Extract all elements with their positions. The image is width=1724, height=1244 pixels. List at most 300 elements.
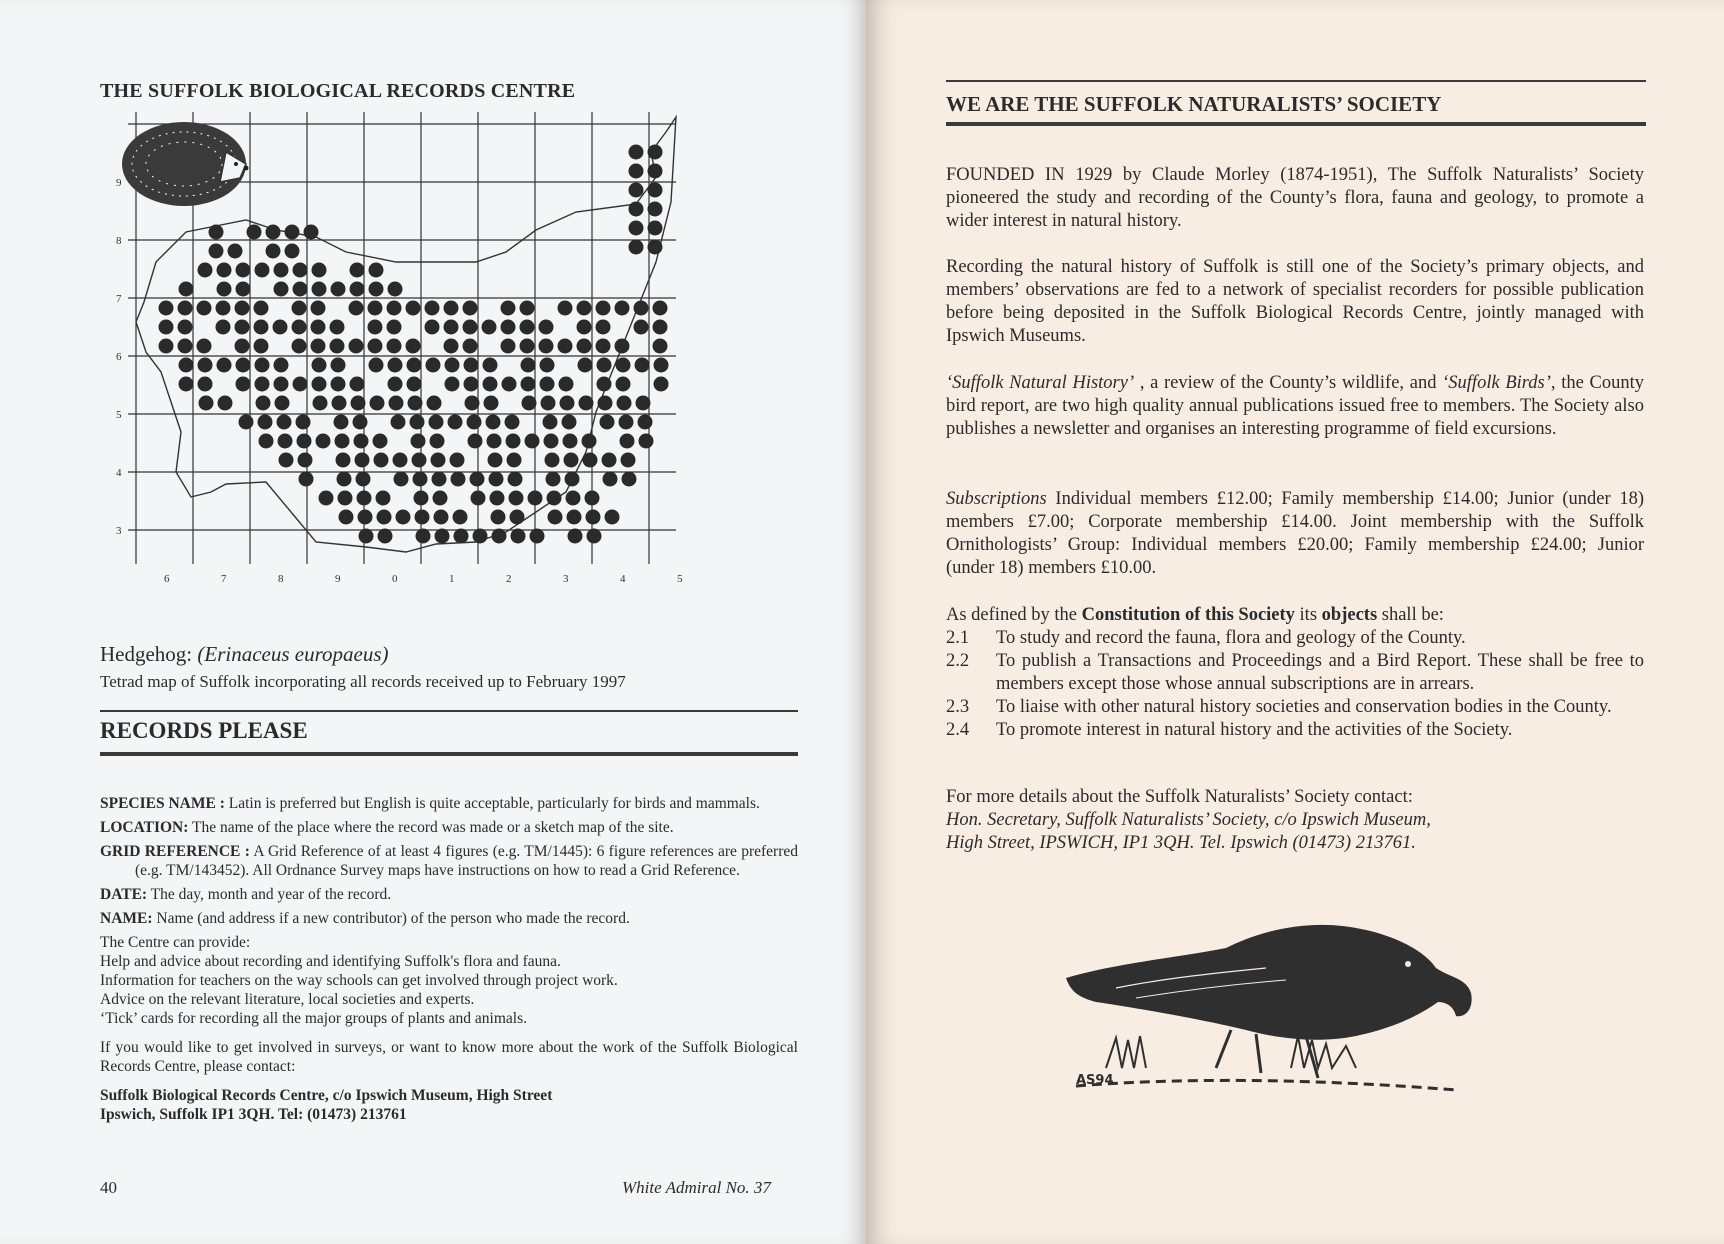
record-dot [577,339,592,354]
record-dot [274,263,289,278]
tetrad-map-svg [116,112,776,642]
record-dot [408,396,423,411]
record-dot [259,434,274,449]
map-y-tick: 3 [116,525,122,537]
map-caption [100,642,389,667]
contact-secretary: Hon. Secretary, Suffolk Naturalists’ Society, c/o Ipswich Museum, [946,810,1431,830]
record-dot [368,339,383,354]
record-dot [435,529,450,544]
record-dot [629,145,644,160]
record-dot [600,415,615,430]
record-dot [654,358,669,373]
record-dot [217,263,232,278]
record-dot [579,396,594,411]
record-dot [359,529,374,544]
record-dot [616,377,631,392]
record-dot [388,358,403,373]
tetrad-map [116,112,776,642]
record-dot [332,396,347,411]
record-dot [198,377,213,392]
record-dot [357,491,372,506]
record-dot [603,472,618,487]
record-dot [522,396,537,411]
record-dot [235,320,250,335]
provide-item: Help and advice about recording and identifying Suffolk's flora and fauna. [100,953,561,970]
record-dot [336,453,351,468]
record-dot [274,358,289,373]
record-dot [389,396,404,411]
record-dot [564,453,579,468]
record-dot [597,358,612,373]
contact-intro: For more details about the Suffolk Naturalists’ Society contact: [946,787,1413,807]
record-dot [622,472,637,487]
record-dot [255,377,270,392]
record-dot [330,339,345,354]
map-x-tick: 4 [620,573,626,585]
record-dot [274,282,289,297]
record-dot [566,491,581,506]
record-dot [339,510,354,525]
record-dot [217,282,232,297]
field-grid-reference: GRID REFERENCE : A Grid Reference of at least 4 figures (e.g. TM/1445): 6 figure references are preferred (e.g. TM/143452). All Ordnance Survey maps have instructions on how to read a Grid Reference. [100,843,799,879]
record-dot [159,301,174,316]
record-dot [602,453,617,468]
involve-text: If you would like to get involved in surveys, or want to know more about the work of the Suffolk Biological Records Centre, please contact: [100,1039,798,1075]
record-dot [489,472,504,487]
record-dot [545,453,560,468]
map-x-tick: 9 [335,573,341,585]
record-dot [488,453,503,468]
record-dot [354,434,369,449]
map-y-tick: 4 [116,467,122,479]
record-dot [311,320,326,335]
object-item: 2.3 To liaise with other natural history societies and conservation bodies in the County. [946,697,1612,717]
record-dot [509,491,524,506]
record-dot [433,491,448,506]
record-dot [635,358,650,373]
record-dot [285,244,300,259]
record-dot [520,320,535,335]
record-dot [596,301,611,316]
record-dot [653,320,668,335]
record-dot [525,434,540,449]
record-dot [312,377,327,392]
record-dot [369,358,384,373]
record-dot [454,529,469,544]
record-dot [410,415,425,430]
record-dot [634,301,649,316]
provide-item: Information for teachers on the way schools can get involved through project work. [100,972,618,989]
record-dot [350,377,365,392]
record-dot [444,339,459,354]
map-x-tick: 2 [506,573,512,585]
record-dot [486,415,501,430]
record-dot [615,339,630,354]
record-dot [634,320,649,335]
record-dot [331,282,346,297]
record-dot [568,529,583,544]
record-dot [615,301,630,316]
record-dot [544,434,559,449]
record-dot [369,282,384,297]
record-dot [387,320,402,335]
record-dot [629,164,644,179]
caption-prefix: Hedgehog: [100,642,198,666]
map-y-tick: 9 [116,177,122,189]
record-dot [520,301,535,316]
record-dot [198,358,213,373]
record-dot [311,339,326,354]
records-rule-bottom [100,752,798,756]
record-dot [629,221,644,236]
record-dot [199,396,214,411]
record-dot [465,396,480,411]
record-dot [473,529,488,544]
objects-section [946,604,1644,742]
record-dot [540,377,555,392]
record-dot [427,396,442,411]
record-dot [654,377,669,392]
record-dot [648,145,663,160]
society-rule-top [946,80,1646,82]
record-dot [197,301,212,316]
record-dot [255,263,270,278]
record-dot [353,415,368,430]
record-dot [616,358,631,373]
map-y-tick: 8 [116,235,122,247]
record-dot [541,396,556,411]
record-dot [577,301,592,316]
record-dot [547,491,562,506]
record-dot [639,434,654,449]
record-dot [338,491,353,506]
record-dot [255,358,270,373]
record-dot [451,472,466,487]
record-dot [387,339,402,354]
record-dot [629,202,644,217]
map-x-tick: 1 [449,573,455,585]
record-dot [178,339,193,354]
record-dot [377,510,392,525]
record-dot [539,320,554,335]
record-dot [411,434,426,449]
record-dot [350,282,365,297]
record-dot [216,301,231,316]
record-dot [430,434,445,449]
records-heading: RECORDS PLEASE [100,718,308,743]
record-dot [394,472,409,487]
record-dot [445,377,460,392]
record-dot [258,415,273,430]
object-item: 2.1 To study and record the fauna, flora and geology of the County. [946,628,1466,648]
record-dot [453,510,468,525]
record-dot [558,301,573,316]
record-dot [293,263,308,278]
record-dot [508,472,523,487]
record-dot [319,491,334,506]
record-dot [337,472,352,487]
record-dot [653,301,668,316]
record-dot [470,472,485,487]
record-dot [530,529,545,544]
record-dot [407,377,422,392]
record-dot [216,320,231,335]
record-dot [521,377,536,392]
record-dot [492,529,507,544]
record-dot [254,320,269,335]
record-dot [298,453,313,468]
record-dot [275,396,290,411]
record-dot [501,301,516,316]
record-dot [490,491,505,506]
map-y-labels [116,177,122,537]
field-name: NAME: Name (and address if a new contributor) of the person who made the record. [100,910,630,927]
record-dot [312,263,327,278]
provide-item: Advice on the relevant literature, local societies and experts. [100,991,475,1008]
record-dot [445,358,460,373]
map-subcaption: Tetrad map of Suffolk incorporating all records received up to February 1997 [100,672,626,691]
record-dot [559,377,574,392]
record-dot [648,183,663,198]
record-dot [598,396,613,411]
object-item: 2.4 To promote interest in natural history and the activities of the Society. [946,720,1513,740]
caption-species: (Erinaceus europaeus) [197,642,389,666]
record-dot [159,339,174,354]
record-dot [491,510,506,525]
record-dot [279,453,294,468]
artist-signature: AS94 [1076,1073,1114,1088]
record-dot [406,339,421,354]
record-dot [355,453,370,468]
record-dot [159,320,174,335]
record-dot [388,282,403,297]
record-dot [356,472,371,487]
record-dot [539,339,554,354]
record-dot [501,320,516,335]
record-dot [431,453,446,468]
record-dot [597,377,612,392]
record-dot [299,472,314,487]
raven-svg [1056,918,1496,1108]
record-dot [312,282,327,297]
record-dot [463,301,478,316]
record-dot [482,320,497,335]
record-dot [228,244,243,259]
record-dot [331,377,346,392]
record-dot [464,358,479,373]
record-dot [391,415,406,430]
record-dot [483,358,498,373]
record-dot [236,282,251,297]
field-location: LOCATION: The name of the place where the record was made or a sketch map of the site. [100,819,674,836]
records-section [100,794,798,1124]
record-dot [198,263,213,278]
record-dot [178,301,193,316]
record-dot [429,415,444,430]
objects-intro: As defined by the Constitution of this Society its objects shall be: [946,605,1444,625]
record-dot [273,320,288,335]
map-x-tick: 3 [563,573,569,585]
records-rule-top [100,710,798,712]
record-dot [629,183,644,198]
record-dot [197,339,212,354]
record-dot [562,415,577,430]
record-dot [467,415,482,430]
record-dot [373,434,388,449]
record-dot [416,529,431,544]
field-date: DATE: The day, month and year of the record. [100,886,392,903]
record-dot [236,263,251,278]
record-dot [277,415,292,430]
record-dot [247,225,262,240]
record-dot [450,453,465,468]
society-contact [946,786,1644,855]
record-dot [179,358,194,373]
record-dot [506,434,521,449]
record-dot [218,396,233,411]
para-recording: Recording the natural history of Suffolk is still one of the Society’s primary objects, and members’ observations are fed to a network of specialist recorders for possible publication before being deposited in the Suffolk Biological Records Centre, jointly managed with Ipswich Museums. [946,257,1644,346]
record-dot [368,320,383,335]
contact-address: High Street, IPSWICH, IP1 3QH. Tel. Ipswich (01473) 213761. [946,833,1416,853]
record-dot [543,415,558,430]
map-x-tick: 7 [221,573,227,585]
map-x-tick: 8 [278,573,284,585]
record-dot [471,491,486,506]
record-dot [235,339,250,354]
record-dot [653,339,668,354]
record-dot [520,339,535,354]
contact-line-2: Ipswich, Suffolk IP1 3QH. Tel: (01473) 213761 [100,1106,407,1123]
record-dot [297,434,312,449]
record-dot [179,377,194,392]
record-dot [434,510,449,525]
raven-illustration [1056,918,1496,1108]
record-dot [217,358,232,373]
record-dot [577,320,592,335]
record-dot [528,491,543,506]
record-dot [368,301,383,316]
record-dot [236,377,251,392]
record-dot [432,472,447,487]
record-dot [369,263,384,278]
record-dot [521,358,536,373]
record-dot [636,396,651,411]
record-dot [293,377,308,392]
page-number: 40 [100,1178,117,1197]
society-rule-bottom [946,122,1646,126]
record-dot [239,415,254,430]
record-dot [648,221,663,236]
record-dot [304,225,319,240]
provide-item: ‘Tick’ cards for recording all the major groups of plants and animals. [100,1010,527,1027]
record-dot [596,320,611,335]
map-x-tick: 0 [392,573,398,585]
record-dot [583,453,598,468]
record-dot [374,453,389,468]
record-dot [266,244,281,259]
record-dot [444,301,459,316]
record-dot [358,510,373,525]
record-dot [393,453,408,468]
publication-footer: White Admiral No. 37 [622,1178,771,1197]
record-dot [349,339,364,354]
record-dot [501,339,516,354]
record-dot [407,358,422,373]
record-dot [335,434,350,449]
record-dot [558,339,573,354]
map-x-tick: 5 [677,573,683,585]
hedgehog-illustration [122,122,249,206]
record-dot [620,434,635,449]
record-dot [511,529,526,544]
record-dot [605,510,620,525]
record-dot [565,472,580,487]
record-dot [464,377,479,392]
record-dot [560,396,575,411]
record-dot [426,358,441,373]
record-dot [444,320,459,335]
map-x-labels [164,573,683,585]
para-founded: FOUNDED IN 1929 by Claude Morley (1874-1951), The Suffolk Naturalists’ Society pioneered the study and recording of the County’s flora, fauna and geology, to promote a wider interest in natural history. [946,165,1644,231]
record-dot [256,396,271,411]
para-publications: ‘Suffolk Natural History’ , a review of the County’s wildlife, and ‘Suffolk Birds’, the County bird report, are two high quality annual publications issued free to members. The Society also publishes a newsletter and organises an interesting programme of field excursions. [946,373,1644,439]
map-y-tick: 6 [116,351,122,363]
record-dot [350,263,365,278]
record-dot [585,491,600,506]
record-dot [387,301,402,316]
right-page-title: WE ARE THE SUFFOLK NATURALISTS’ SOCIETY [946,92,1442,116]
record-dot [415,510,430,525]
record-dot [285,225,300,240]
record-dot [313,396,328,411]
record-dot [425,301,440,316]
record-dot [483,377,498,392]
record-dot [425,320,440,335]
record-dot [412,453,427,468]
record-dot [448,415,463,430]
record-dot [619,415,634,430]
record-dot [587,529,602,544]
record-dot [274,377,289,392]
record-dot [468,434,483,449]
record-dot [629,240,644,255]
record-dot [236,358,251,373]
record-dot [334,415,349,430]
record-dot [331,358,346,373]
record-dot [278,434,293,449]
para-subscriptions: Subscriptions Individual members £12.00; Family membership £14.00; Junior (under 18) members £7.00; Corporate membership £14.00. Joint membership with the Suffolk Ornithologists’ Group: Individual members £20.00; Family membership £24.00; Junior (under 18) members £10.00. [946,489,1644,578]
record-dot [617,396,632,411]
record-dot [596,339,611,354]
record-dot [406,301,421,316]
record-dot [266,225,281,240]
record-dot [510,510,525,525]
record-dot [388,377,403,392]
record-dot [293,282,308,297]
record-dot [578,358,593,373]
field-species: SPECIES NAME : Latin is preferred but English is quite acceptable, particularly for birds and mammals. [100,795,760,812]
provide-intro: The Centre can provide: [100,934,251,951]
record-dot [648,202,663,217]
record-dot [582,434,597,449]
record-dot [292,339,307,354]
record-dot [179,282,194,297]
record-dot [376,491,391,506]
record-dot [487,434,502,449]
record-dot [292,301,307,316]
record-dot [292,320,307,335]
record-dot [396,510,411,525]
